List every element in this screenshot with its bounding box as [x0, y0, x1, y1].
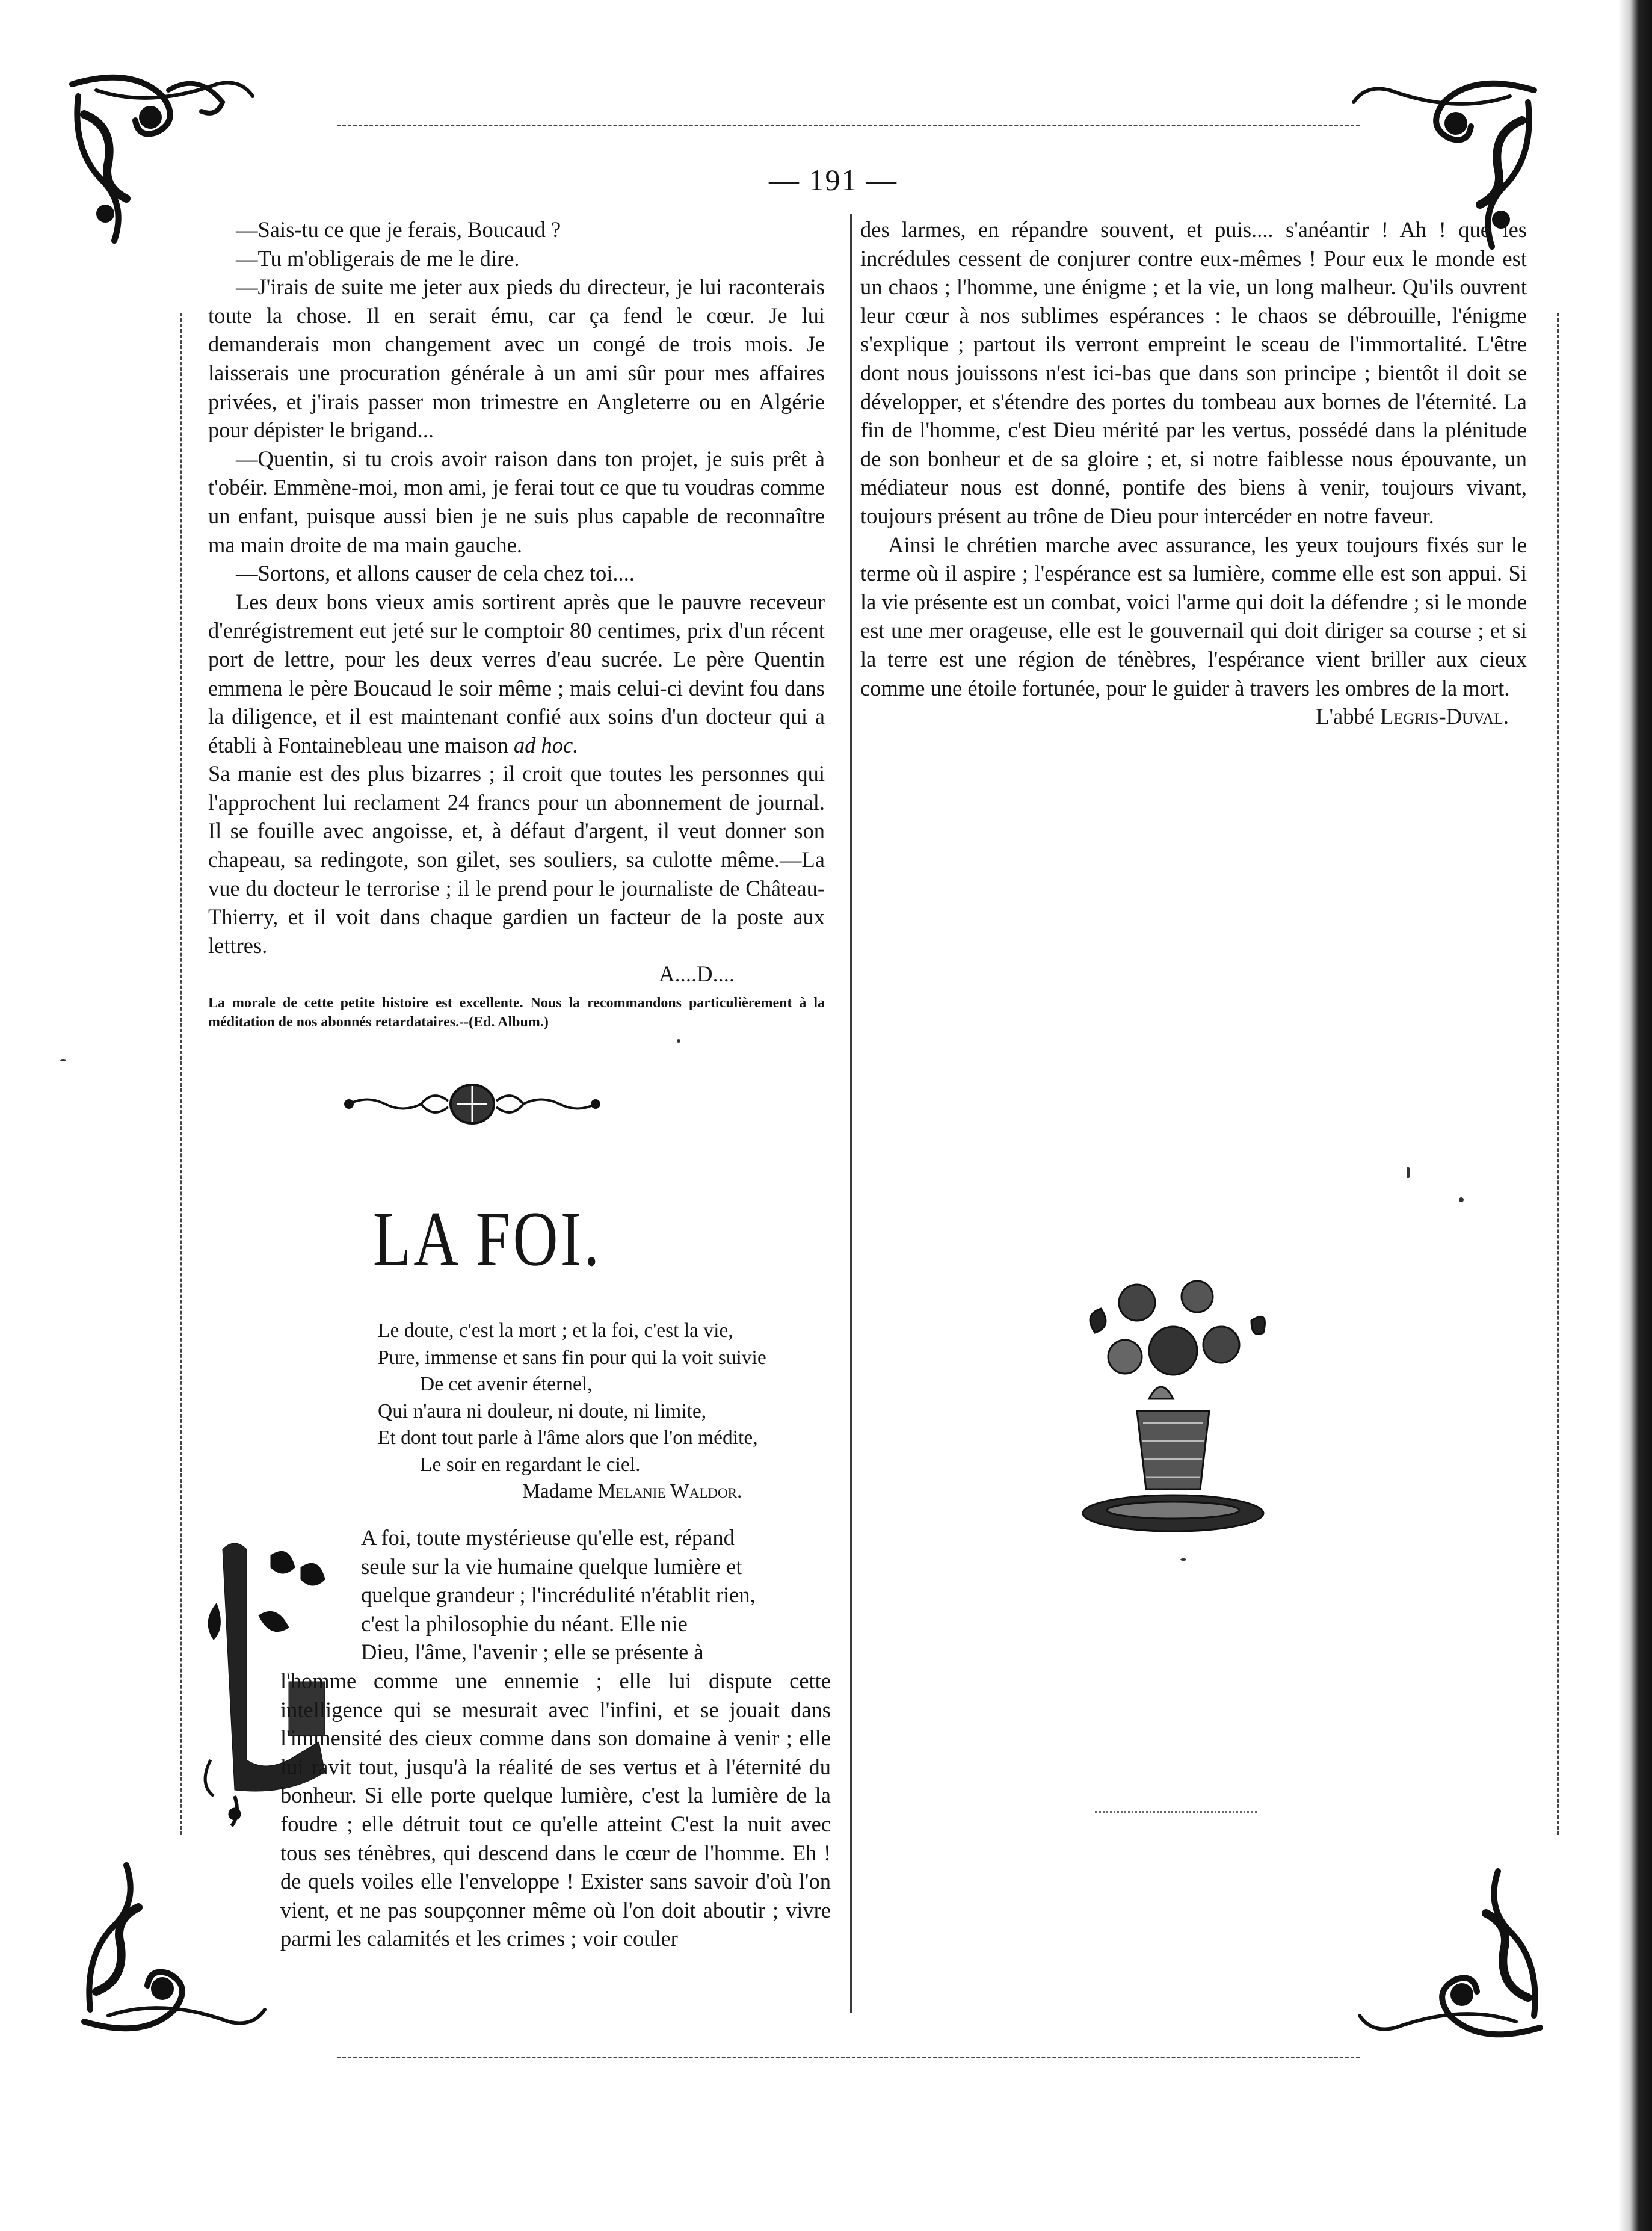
poem-line: Pure, immense et sans fin pour qui la voit suivie [378, 1346, 766, 1369]
ink-speck [677, 1039, 680, 1043]
story-paragraph: Sa manie est des plus bizarres ; il croit que toutes les personnes qui l'approchent lui reclament 24 francs pour un abonnement de journal. Il se fouille avec angoisse, et, à défaut d'argent, il veut donner son chapeau, sa redingote, son gilet, ses souliers, sa culotte même.—La vue du docteur le terrorise ; il le prend pour le journaliste de Château-Thierry, et il voit dans chaque gardien un facteur de la poste aux lettres. [208, 761, 825, 958]
corner-ornament-bottom-right [1354, 1859, 1552, 2052]
text-line: c'est la philosophie du néant. Elle nie [361, 1611, 688, 1636]
poem-author-name: Melanie Waldor. [597, 1480, 742, 1502]
bottom-border-line [337, 2057, 1360, 2058]
text-line: seule sur la vie humaine quelque lumière et [361, 1554, 742, 1579]
right-signature-name: Legris-Duval. [1380, 704, 1509, 729]
poem-line: Et dont tout parle à l'âme alors que l'on médite, [378, 1427, 758, 1449]
text-line: A foi, toute mystérieuse qu'elle est, répand [361, 1525, 735, 1550]
dialogue-line: —J'irais de suite me jeter aux pieds du directeur, je lui raconterais toute la chose. Il en serait ému, car ça fend le cœur. Je lui demanderais mon changement avec un congé de trois mois. Je laisserais une procuration générale à un ami sûr pour mes affaires privées, et j'irais passer mon trimestre en Angleterre ou en Algérie pour dépister le brigand... [208, 274, 825, 443]
dotted-rule [1095, 1811, 1257, 1813]
top-border-line [337, 125, 1360, 126]
column-divider [850, 214, 852, 2013]
poem-line: De cet avenir éternel, [420, 1373, 593, 1395]
left-column-story [208, 215, 825, 1032]
left-border-line [180, 313, 182, 1835]
la-foi-poem [378, 1318, 859, 1505]
right-paragraph: Ainsi le chrétien marche avec assurance, les yeux toujours fixés sur le terme où il aspire ; l'espérance est sa lumière, comme elle est son appui. Si la vie présente est un combat, voici l'arme qui doit la défendre ; si le monde est une mer orageuse, elle est le gouvernail qui doit diriger sa course ; et si la terre est une région de ténèbres, l'espérance vient briller aux cieux comme une étoile fortunée, pour le guider à travers les ombres de la mort. [860, 532, 1527, 700]
story-paragraph [208, 588, 825, 760]
ink-speck [60, 1059, 66, 1061]
la-foi-title: LA FOI. [372, 1196, 602, 1283]
story-signature: A....D.... [659, 961, 735, 987]
page-number: — 191 — [769, 163, 898, 197]
ad-hoc-italic: ad hoc. [513, 732, 579, 758]
ink-speck [1180, 1558, 1186, 1561]
text-line: Dieu, l'âme, l'avenir ; elle se présente à [361, 1640, 704, 1665]
right-signature-prefix: L'abbé [1316, 704, 1375, 729]
right-signature [860, 702, 1527, 731]
ink-speck [1407, 1167, 1410, 1178]
dialogue-line: —Quentin, si tu crois avoir raison dans ton projet, je suis prêt à t'obéir. Emmène-moi, mon ami, je ferai tout ce que tu voudras comme un enfant, puisque aussi bien je ne suis plus capable de reconnaître ma main droite de ma main gauche. [208, 446, 825, 557]
ink-speck [1459, 1197, 1464, 1202]
right-paragraph: des larmes, en répandre souvent, et puis.... s'anéantir ! Ah ! que les incrédules cessent de conjurer contre eux-mêmes ! Pour eux le monde est un chaos ; l'homme, une énigme ; et la vie, un long malheur. Qu'ils ouvrent leur cœur à nos sublimes espérances : le chaos se débrouille, l'énigme s'explique ; partout ils verront empreint le sceau de l'immortalité. L'être dont nous jouissons n'est ici-bas que dans son principe ; bientôt il doit se développer, et s'étendre des portes du tombeau aux bornes de l'éternité. La fin de l'homme, c'est Dieu mérité par les vertus, possédé dans la plénitude de son bonheur et de sa gloire ; et, si notre faiblesse nous épouvante, un médiateur nous est donné, pontife des biens à venir, toujours vivant, toujours présent au trône de Dieu pour intercéder en notre faveur. [860, 217, 1527, 528]
right-column-text [860, 215, 1527, 731]
editor-note: La morale de cette petite histoire est excellente. Nous la recommandons particulièrement à la méditation de nos abonnés retardataires.--(Ed. Album.) [208, 995, 825, 1031]
la-foi-text [208, 1523, 831, 1953]
poem-line: Le doute, c'est la mort ; et la foi, c'est la vie, [378, 1319, 733, 1342]
poem-line: Qui n'aura ni douleur, ni doute, ni limite, [378, 1399, 707, 1422]
la-foi-paragraph: l'homme comme une ennemie ; elle lui dispute cette intelligence qui se mesurait avec l'infini, et se jouait dans l'immensité des cieux comme dans son domaine à venir ; elle lui ravit tout, jusqu'à la réalité de ses vertus et à l'éternité du bonheur. Si elle porte quelque lumière, c'est la lumière de la foudre ; elle détruit tout ce qu'elle atteint C'est la nuit avec tous ses ténèbres, qui descend dans le cœur de l'homme. Eh ! de quels voiles elle l'enveloppe ! Exister sans savoir d'où l'on vient, et ne pas soupçonner même où l'on doit aboutir ; vivre parmi les calamités et les crimes ; voir couler [280, 1668, 831, 1951]
page-edge-shadow [1618, 0, 1652, 2231]
flower-vase-illustration [1071, 1261, 1275, 1549]
right-border-line [1557, 313, 1559, 1835]
story-paragraph-text: Les deux bons vieux amis sortirent après que le pauvre receveur d'enrégistrement eut jeté sur le comptoir 80 centimes, prix d'un récent port de lettre, pour les deux verres d'eau sucrée. Le père Quentin emmena le père Boucaud le soir même ; mais celui-ci devint fou dans la diligence, et il est maintenant confié aux soins d'un docteur qui a établi à Fontainebleau une maison [208, 589, 825, 758]
poem-author [378, 1478, 859, 1505]
poem-author-prefix: Madame [522, 1480, 593, 1502]
separator-ornament [343, 1077, 602, 1131]
dialogue-line: —Sortons, et allons causer de cela chez toi.... [236, 561, 635, 586]
poem-line: Le soir en regardant le ciel. [420, 1453, 641, 1476]
dialogue-line: —Sais-tu ce que je ferais, Boucaud ? [236, 217, 561, 242]
text-line: quelque grandeur ; l'incrédulité n'établit rien, [361, 1582, 756, 1608]
dialogue-line: —Tu m'obligerais de me le dire. [236, 245, 520, 271]
